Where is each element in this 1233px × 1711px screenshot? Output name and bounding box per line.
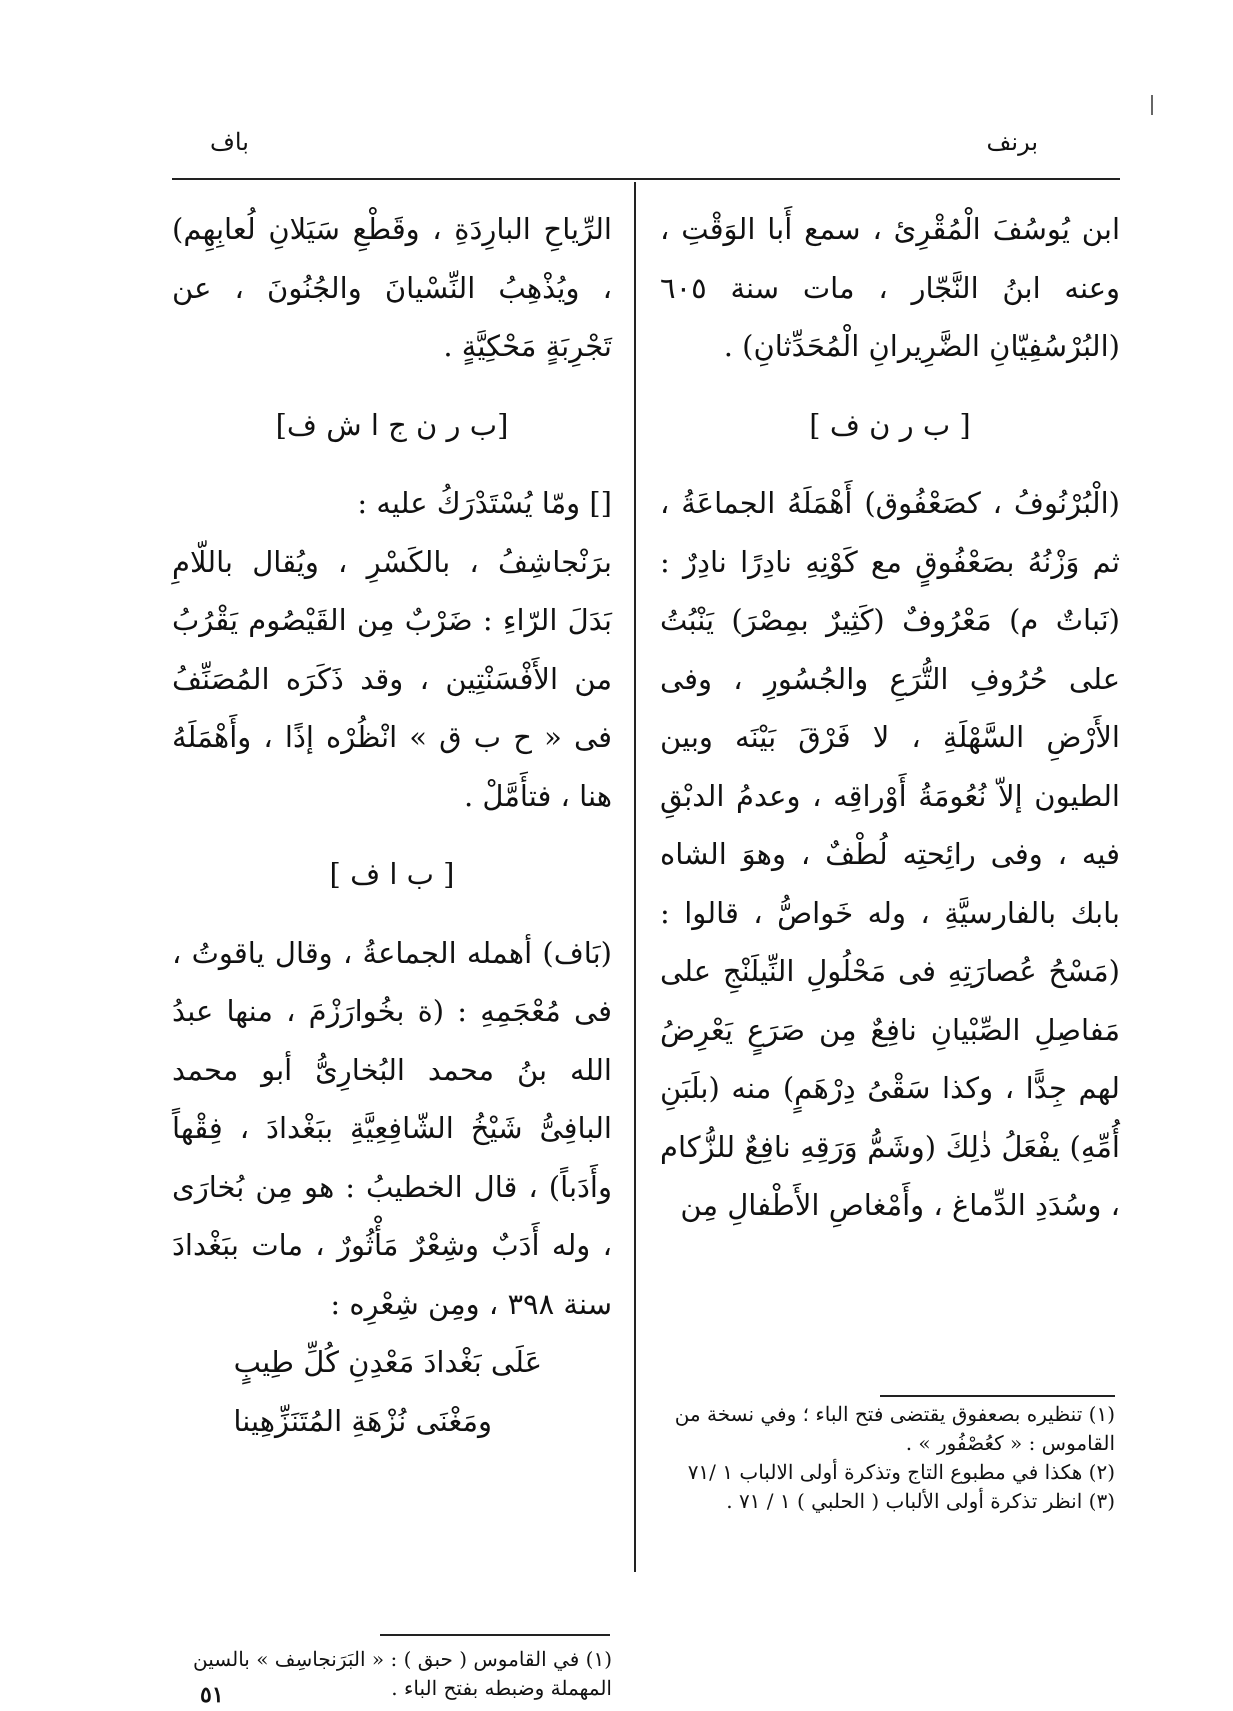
paragraph: (بَاف) أهمله الجماعةُ ، وقال ياقوتُ ، فى مُعْجَمِهِ : (ة بخُوارَزْمَ ، منها عبدُ الله بنُ محمد البُخارِىُّ أبو محمد البافِىُّ شَيْخُ الشّافِعِيَّةِ ببَغْدادَ ، فِقْهاً وأَدَباً) ، قال الخطيبُ : هو مِن بُخارَى ، وله أَدَبٌ وشِعْرٌ مَأْثُورٌ ، مات ببَغْدادَ سنة ٣٩٨ ، ومِن شِعْرِه : bbox=[172, 935, 612, 1321]
entry-heading: [ب ر ن ج ا ش ف] bbox=[275, 407, 509, 442]
footnote: (٢) هكذا في مطبوع التاج وتذكرة أولى الالباب ١ /٧١ bbox=[687, 1460, 1115, 1484]
verse-line: عَلَى بَغْدادَ مَعْدِنِ كُلِّ طِيبٍ bbox=[233, 1345, 542, 1379]
paragraph: ابن يُوسُفَ الْمُقْرِئ ، سمع أَبا الوَقْتِ ، وعنه ابنُ النَّجّار ، مات سنة ٦٠٥ (البُرْسُفِيّانِ الضَّرِيرانِ الْمُحَدِّثانِ) . bbox=[660, 212, 1120, 363]
footnote: (١) تنظيره بصعفوق يقتضى فتح الباء ؛ وفي نسخة من القاموس : « كعُصْفُور » . bbox=[674, 1402, 1115, 1455]
page-number: ٥١ bbox=[200, 1682, 224, 1708]
paragraph: برَنْجاشِفُ ، بالكَسْرِ ، ويُقال باللّامِ بَدَلَ الرّاءِ : ضَرْبٌ مِن القَيْصُوم يَقْرُبُ من الأَفْسَنْتِين ، وقد ذَكَرَه المُصَنِّفُ فى « ح ب ق » انْظُرْه إذًا ، وأَهْمَلَهُ هنا ، فتأَمَّلْ . bbox=[172, 544, 612, 813]
entry-heading: [ ب ر ن ف ] bbox=[809, 407, 971, 442]
paragraph: (الْبُرْنُوفُ ، كصَعْفُوق) أَهْمَلَهُ الجماعَةُ ، ثم وَزْنُهُ بصَعْفُوقٍ مع كَوْنِهِ نادِرًا نادِرٌ : (نَباتٌ م) مَعْرُوفٌ (كَثِيرٌ بمِصْرَ) يَنْبُتُ على حُرُوفِ التُّرَعِ والجُسُورِ ، وفى الأَرْضِ السَّهْلَةِ ، لا فَرْقَ بَيْنَه وبين الطيون إلاّ نُعُومَةُ أَوْراقِه ، وعدمُ الدبْقِ فيه ، وفى رائِحتِه لُطْفٌ ، وهوَ الشاه بابك بالفارسيَّةِ ، وله خَواصُّ ، قالوا : (مَسْحُ عُصارَتِهِ فى مَحْلُولِ النِّيلَنْجِ على مَفاصِلِ الصِّبْيانِ نافِعٌ مِن صَرَعٍ يَعْرِضُ لهم جِدًّا ، وكذا سَقْىُ دِرْهَمٍ) منه (بلَبَنِ أُمِّهِ) يفْعَلُ ذٰلِكَ (وشَمُّ وَرَقِهِ نافِعٌ للزُّكام ، وسُدَدِ الدِّماغ ، وأَمْغاصِ الأَطْفالِ مِن bbox=[660, 486, 1120, 1222]
entry-heading: [ ب ا ف ] bbox=[329, 857, 455, 891]
footnotes-right bbox=[660, 1400, 1115, 1516]
footnotes-left bbox=[172, 1645, 612, 1703]
header-left-keyword: باف bbox=[210, 128, 249, 156]
margin-mark bbox=[1151, 95, 1153, 115]
left-column bbox=[172, 200, 612, 1450]
footnote: (١) في القاموس ( حبق ) : « البَرَنجاسِف » بالسين المهملة وضبطه بفتح الباء . bbox=[193, 1647, 612, 1700]
header-right-keyword: برنف bbox=[986, 128, 1038, 156]
column-divider bbox=[634, 182, 636, 1572]
right-column bbox=[660, 200, 1120, 1235]
footnote-rule-right bbox=[880, 1395, 1115, 1397]
footnote-rule-left bbox=[380, 1634, 610, 1636]
verse-line: ومَغْنَى نُزْهَةِ المُتَنَزِّهِينا bbox=[233, 1403, 492, 1438]
footnote: (٣) انظر تذكرة أولى الألباب ( الحلبي ) ١ / ٧١ . bbox=[726, 1489, 1115, 1513]
paragraph: [] ومّا يُسْتَدْرَكُ عليه : bbox=[357, 486, 612, 520]
header-rule bbox=[172, 178, 1120, 180]
paragraph: الرِّياحِ البارِدَةِ ، وقَطْعِ سَيَلانِ لُعابِهِم) ، ويُذْهِبُ النِّسْيانَ والجُنُونَ ، عن تَجْرِبَةٍ مَحْكِيَّةٍ . bbox=[172, 212, 612, 363]
